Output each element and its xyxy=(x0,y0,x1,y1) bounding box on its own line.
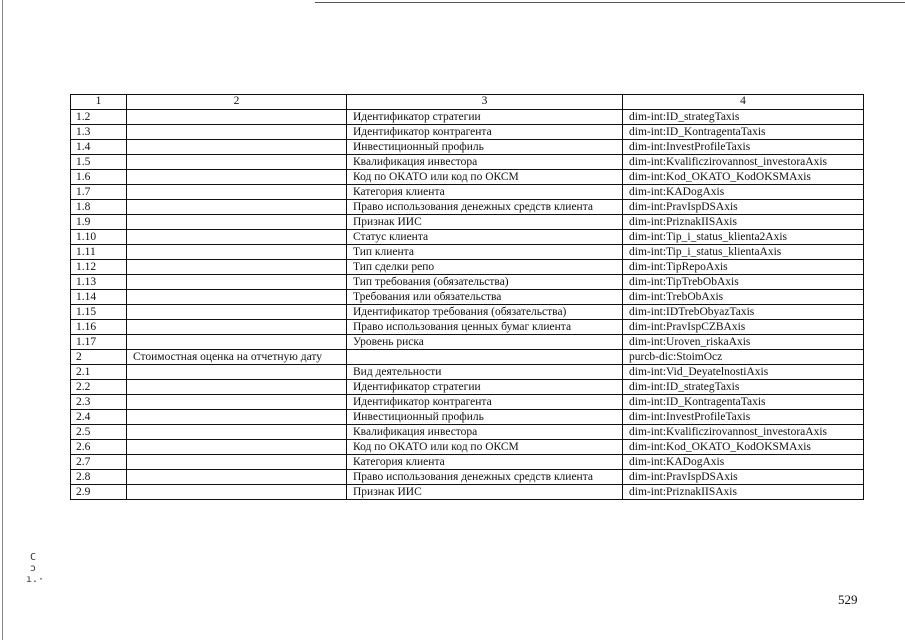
table-row xyxy=(71,275,864,290)
taxonomy-code: dim-int:Tip_i_status_klientaAxis xyxy=(623,245,864,260)
table-row xyxy=(71,215,864,230)
taxonomy-code: dim-int:ID_KontragentaTaxis xyxy=(623,395,864,410)
taxonomy-code: dim-int:Vid_DeyatelnostiAxis xyxy=(623,365,864,380)
taxonomy-code: dim-int:ID_KontragentaTaxis xyxy=(623,125,864,140)
dimension-label: Тип требования (обязательства) xyxy=(347,275,623,290)
dimension-label: Инвестиционный профиль xyxy=(347,410,623,425)
table-row xyxy=(71,170,864,185)
indicator-name xyxy=(127,245,347,260)
row-number: 1.15 xyxy=(71,305,127,320)
row-number: 2.5 xyxy=(71,425,127,440)
dimension-label: Право использования ценных бумаг клиента xyxy=(347,320,623,335)
indicator-name xyxy=(127,140,347,155)
column-header: 3 xyxy=(347,95,623,110)
table-row xyxy=(71,290,864,305)
indicator-name xyxy=(127,395,347,410)
row-number: 2.6 xyxy=(71,440,127,455)
row-number: 1.13 xyxy=(71,275,127,290)
table-row xyxy=(71,380,864,395)
indicator-name xyxy=(127,200,347,215)
row-number: 2.4 xyxy=(71,410,127,425)
table-row xyxy=(71,245,864,260)
table-row xyxy=(71,410,864,425)
taxonomy-code: dim-int:Kod_OKATO_KodOKSMAxis xyxy=(623,440,864,455)
table-row xyxy=(71,305,864,320)
taxonomy-code: dim-int:PriznakIISAxis xyxy=(623,485,864,500)
taxonomy-code: dim-int:PriznakIISAxis xyxy=(623,215,864,230)
row-number: 1.5 xyxy=(71,155,127,170)
taxonomy-code: dim-int:PravIspCZBAxis xyxy=(623,320,864,335)
taxonomy-code: dim-int:InvestProfileTaxis xyxy=(623,140,864,155)
row-number: 1.9 xyxy=(71,215,127,230)
table-row xyxy=(71,185,864,200)
indicator-name xyxy=(127,230,347,245)
dimension-label: Идентификатор контрагента xyxy=(347,395,623,410)
taxonomy-code: dim-int:Tip_i_status_klienta2Axis xyxy=(623,230,864,245)
row-number: 1.7 xyxy=(71,185,127,200)
row-number: 2.9 xyxy=(71,485,127,500)
dimension-label: Уровень риска xyxy=(347,335,623,350)
dimension-label: Категория клиента xyxy=(347,455,623,470)
column-header: 2 xyxy=(127,95,347,110)
row-number: 2.3 xyxy=(71,395,127,410)
dimension-label xyxy=(347,350,623,365)
row-number: 1.2 xyxy=(71,110,127,125)
table-row xyxy=(71,155,864,170)
row-number: 1.14 xyxy=(71,290,127,305)
indicator-name: Стоимостная оценка на отчетную дату xyxy=(127,350,347,365)
table-row xyxy=(71,350,864,365)
row-number: 1.12 xyxy=(71,260,127,275)
table-row xyxy=(71,140,864,155)
taxonomy-code: dim-int:TipTrebObAxis xyxy=(623,275,864,290)
dimension-label: Идентификатор стратегии xyxy=(347,380,623,395)
indicator-name xyxy=(127,470,347,485)
table-row xyxy=(71,455,864,470)
dimension-label: Требования или обязательства xyxy=(347,290,623,305)
dimension-label: Идентификатор стратегии xyxy=(347,110,623,125)
taxonomy-code: purcb-dic:StoimOcz xyxy=(623,350,864,365)
indicator-name xyxy=(127,185,347,200)
indicator-name xyxy=(127,155,347,170)
dimension-label: Квалификация инвестора xyxy=(347,425,623,440)
table-row xyxy=(71,110,864,125)
row-number: 2.2 xyxy=(71,380,127,395)
dimension-label: Право использования денежных средств клиента xyxy=(347,470,623,485)
dimension-label: Идентификатор контрагента xyxy=(347,125,623,140)
row-number: 1.17 xyxy=(71,335,127,350)
row-number: 1.11 xyxy=(71,245,127,260)
taxonomy-code: dim-int:Kod_OKATO_KodOKSMAxis xyxy=(623,170,864,185)
table-row xyxy=(71,320,864,335)
table-body xyxy=(71,110,864,500)
indicator-name xyxy=(127,320,347,335)
indicator-name xyxy=(127,110,347,125)
table-row xyxy=(71,365,864,380)
table-row xyxy=(71,470,864,485)
column-header: 1 xyxy=(71,95,127,110)
table-row xyxy=(71,425,864,440)
taxonomy-code: dim-int:KADogAxis xyxy=(623,455,864,470)
table-row xyxy=(71,125,864,140)
table-row xyxy=(71,335,864,350)
dimension-label: Код по ОКАТО или код по ОКСМ xyxy=(347,440,623,455)
taxonomy-code: dim-int:IDTrebObyazTaxis xyxy=(623,305,864,320)
indicator-name xyxy=(127,425,347,440)
indicator-name xyxy=(127,380,347,395)
table-row xyxy=(71,485,864,500)
dimension-label: Квалификация инвестора xyxy=(347,155,623,170)
dimension-label: Признак ИИС xyxy=(347,485,623,500)
dimension-label: Тип сделки репо xyxy=(347,260,623,275)
table-row xyxy=(71,230,864,245)
dimension-label: Категория клиента xyxy=(347,185,623,200)
row-number: 2.1 xyxy=(71,365,127,380)
row-number: 1.10 xyxy=(71,230,127,245)
row-number: 2 xyxy=(71,350,127,365)
taxonomy-code: dim-int:Kvalificzirovannost_investoraAxis xyxy=(623,155,864,170)
table-row xyxy=(71,200,864,215)
dimension-label: Право использования денежных средств клиента xyxy=(347,200,623,215)
indicator-name xyxy=(127,170,347,185)
header-row xyxy=(71,95,864,110)
row-number: 1.3 xyxy=(71,125,127,140)
taxonomy-code: dim-int:Uroven_riskaAxis xyxy=(623,335,864,350)
taxonomy-code: dim-int:PravIspDSAxis xyxy=(623,200,864,215)
indicator-name xyxy=(127,260,347,275)
taxonomy-code: dim-int:PravIspDSAxis xyxy=(623,470,864,485)
column-header: 4 xyxy=(623,95,864,110)
row-number: 1.4 xyxy=(71,140,127,155)
table-row xyxy=(71,260,864,275)
top-border-line xyxy=(315,2,905,3)
taxonomy-table xyxy=(70,94,864,500)
indicator-name xyxy=(127,485,347,500)
table-row xyxy=(71,395,864,410)
row-number: 1.6 xyxy=(71,170,127,185)
indicator-name xyxy=(127,365,347,380)
taxonomy-code: dim-int:ID_strategTaxis xyxy=(623,110,864,125)
indicator-name xyxy=(127,335,347,350)
indicator-name xyxy=(127,125,347,140)
taxonomy-code: dim-int:TipRepoAxis xyxy=(623,260,864,275)
indicator-name xyxy=(127,410,347,425)
indicator-name xyxy=(127,305,347,320)
row-number: 2.8 xyxy=(71,470,127,485)
dimension-label: Инвестиционный профиль xyxy=(347,140,623,155)
taxonomy-code: dim-int:InvestProfileTaxis xyxy=(623,410,864,425)
indicator-name xyxy=(127,215,347,230)
dimension-label: Код по ОКАТО или код по ОКСМ xyxy=(347,170,623,185)
indicator-name xyxy=(127,290,347,305)
table-header xyxy=(71,95,864,110)
dimension-label: Статус клиента xyxy=(347,230,623,245)
row-number: 2.7 xyxy=(71,455,127,470)
indicator-name xyxy=(127,440,347,455)
left-border-line xyxy=(2,0,3,640)
taxonomy-code: dim-int:TrebObAxis xyxy=(623,290,864,305)
dimension-label: Признак ИИС xyxy=(347,215,623,230)
row-number: 1.8 xyxy=(71,200,127,215)
taxonomy-code: dim-int:ID_strategTaxis xyxy=(623,380,864,395)
indicator-name xyxy=(127,275,347,290)
taxonomy-code: dim-int:Kvalificzirovannost_investoraAxis xyxy=(623,425,864,440)
taxonomy-code: dim-int:KADogAxis xyxy=(623,185,864,200)
dimension-label: Тип клиента xyxy=(347,245,623,260)
table-row xyxy=(71,440,864,455)
dimension-label: Вид деятельности xyxy=(347,365,623,380)
dimension-label: Идентификатор требования (обязательства) xyxy=(347,305,623,320)
page-number: 529 xyxy=(838,592,858,607)
indicator-name xyxy=(127,455,347,470)
row-number: 1.16 xyxy=(71,320,127,335)
margin-stamp: C ɔ ı.· xyxy=(26,552,45,585)
